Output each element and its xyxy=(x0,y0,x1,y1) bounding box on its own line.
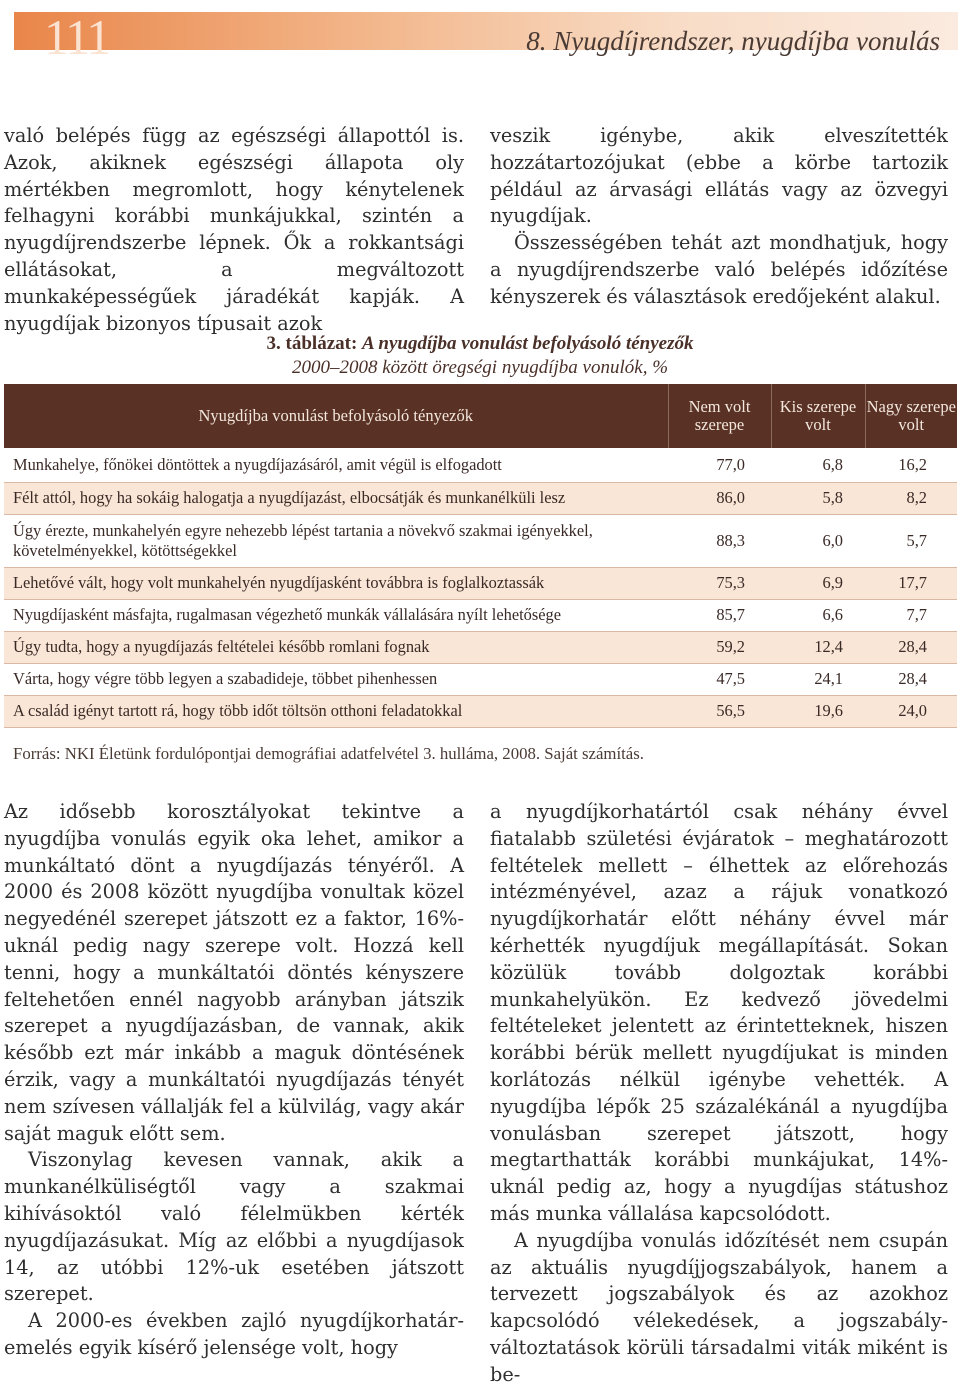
cell-value: 56,5 xyxy=(668,695,771,727)
cell-value: 7,7 xyxy=(865,599,957,631)
cell-value: 6,9 xyxy=(771,567,865,599)
column-header-no-role: Nem volt szerepe xyxy=(668,384,771,448)
cell-value: 17,7 xyxy=(865,567,957,599)
paragraph: Viszonylag kevesen vannak, akik a munkanélküliségtől vagy a szakmai kihívásoktól való félelmükben kérték nyugdíjazásukat. Míg az előbbi a nyugdíjasok 14, az utóbbi 12%-uk esetében játszott szerepet. xyxy=(4,1148,464,1306)
table-row xyxy=(4,631,957,663)
table-row xyxy=(4,567,957,599)
cell-value: 8,2 xyxy=(865,482,957,514)
table-source-note: Forrás: NKI Életünk fordulópontjai demográfiai adatfelvétel 3. hulláma, 2008. Saját számítás. xyxy=(13,744,644,763)
cell-value: 28,4 xyxy=(865,663,957,695)
cell-value: 47,5 xyxy=(668,663,771,695)
table-caption xyxy=(0,332,960,356)
row-label: Munkahelye, főnökei döntöttek a nyugdíjazásáról, amit végül is elfogadott xyxy=(4,448,668,482)
cell-value: 6,6 xyxy=(771,599,865,631)
cell-value: 16,2 xyxy=(865,448,957,482)
table-caption-subtitle: 2000–2008 között öregségi nyugdíjba vonulók, % xyxy=(291,357,669,378)
cell-value: 77,0 xyxy=(668,448,771,482)
column-header-small-role: Kis szerepe volt xyxy=(771,384,865,448)
table-row xyxy=(4,448,957,482)
table-header-row xyxy=(4,384,957,448)
table-row xyxy=(4,695,957,727)
chapter-title: 8. Nyugdíjrendszer, nyugdíjba vonulás xyxy=(526,26,940,56)
row-label: A család igényt tartott rá, hogy több időt töltsön otthoni feladatokkal xyxy=(4,695,668,727)
cell-value: 5,8 xyxy=(771,482,865,514)
table-row xyxy=(4,482,957,514)
cell-value: 86,0 xyxy=(668,482,771,514)
paragraph: A 2000-es években zajló nyugdíjkorhatár-emelés egyik kísérő jelensége volt, hogy xyxy=(4,1309,464,1359)
table-caption-label: 3. táblázat: xyxy=(266,333,358,354)
table-row xyxy=(4,514,957,567)
paragraph: Az idősebb korosztályokat tekintve a nyugdíjba vonulás egyik oka lehet, amikor a munkáltató dönt a nyugdíjazás tényéről. A 2000 és 2008 között nyugdíjba vonultak közel negyedénél szerepet játszott ez a faktor, 16%-uknál pedig nagy szerepe volt. Hozzá kell tenni, hogy a munkáltatói döntés kényszere feltehetően ennél nagyobb arányban játszik szerepet a nyugdíjazásban, de vannak, akik később ezt már inkább a maguk döntésének érzik, vagy a munkáltatói nyugdíjazás tényét nem szívesen vállalják fel a külvilág, vagy akár saját maguk előtt sem. xyxy=(4,800,464,1145)
cell-value: 6,0 xyxy=(771,514,865,567)
paragraph: való belépés függ az egészségi állapottól is. Azok, akiknek egészségi állapota oly mértékben megromlott, hogy kénytelenek felhagyni korábbi munkájukkal, szintén a nyugdíjrendszerbe lépnek. Ők a rokkantsági ellátásokat, a megváltozott munkaképességűek járadékát kapják. A nyugdíjak bizonyos típusait azok xyxy=(4,124,464,335)
cell-value: 5,7 xyxy=(865,514,957,567)
cell-value: 59,2 xyxy=(668,631,771,663)
cell-value: 75,3 xyxy=(668,567,771,599)
cell-value: 88,3 xyxy=(668,514,771,567)
row-label: Lehetővé vált, hogy volt munkahelyén nyugdíjasként továbbra is foglalkoztassák xyxy=(4,567,668,599)
column-header-factor: Nyugdíjba vonulást befolyásoló tényezők xyxy=(4,384,668,448)
paragraph: a nyugdíjkorhatártól csak néhány évvel fiatalabb születési évjáratok – meghatározott feltételek mellett – élhettek az előrehozás intézményével, azaz a rájuk vonatkozó nyugdíjkorhatár előtt néhány évvel már kérhették nyugdíjuk megállapítását. Sokan közülük tovább dolgoztak korábbi munkahelyükön. Ez kedvező jövedelmi feltételeket jelentett az érintetteknek, hiszen korábbi bérük mellett nyugdíjukat is minden korlátozás nélkül igénybe vehették. A nyugdíjba lépők 25 százalékánál a nyugdíjba vonulásban szerepet játszott, hogy megtarthatták korábbi munkájukat, 14%-uknál pedig az, hogy a nyugdíjas státushoz más munka vállalása kapcsolódott. xyxy=(490,800,948,1225)
page-number: 111 xyxy=(44,9,110,65)
cell-value: 12,4 xyxy=(771,631,865,663)
row-label: Várta, hogy végre több legyen a szabadideje, többet pihenhessen xyxy=(4,663,668,695)
row-label: Úgy tudta, hogy a nyugdíjazás feltételei később romlani fognak xyxy=(4,631,668,663)
cell-value: 24,0 xyxy=(865,695,957,727)
paragraph: A nyugdíjba vonulás időzítését nem csupán az aktuális nyugdíjjogszabályok, hanem a tervezett jogszabályok és az azokhoz kapcsolódó vélekedések, a jogszabály-változtatások körüli társadalmi viták miként is be- xyxy=(490,1228,948,1386)
body-column-bottom-right xyxy=(490,799,948,1389)
cell-value: 6,8 xyxy=(771,448,865,482)
factors-table xyxy=(4,384,957,728)
cell-value: 85,7 xyxy=(668,599,771,631)
paragraph: Összességében tehát azt mondhatjuk, hogy a nyugdíjrendszerbe való belépés időzítése kényszerek és választások eredőjeként alakul. xyxy=(490,231,948,308)
body-column-top-left xyxy=(4,123,464,337)
row-label: Úgy érezte, munkahelyén egyre nehezebb lépést tartania a növekvő szakmai igényekkel, követelményekkel, kötöttségekkel xyxy=(4,514,668,567)
table-row xyxy=(4,599,957,631)
row-label: Nyugdíjasként másfajta, rugalmasan végezhető munkák vállalására nyílt lehetősége xyxy=(4,599,668,631)
body-column-bottom-left xyxy=(4,799,464,1362)
body-column-top-right xyxy=(490,123,948,311)
table-caption-title: A nyugdíjba vonulást befolyásoló tényezők xyxy=(362,333,694,354)
paragraph: veszik igénybe, akik elveszítették hozzátartozójukat (ebbe a körbe tartozik például az árvasági ellátás vagy az özvegyi nyugdíjak. xyxy=(490,124,948,228)
column-header-large-role: Nagy szerepe volt xyxy=(865,384,957,448)
table-row xyxy=(4,663,957,695)
row-label: Félt attól, hogy ha sokáig halogatja a nyugdíjazást, elbocsátják és munkanélküli lesz xyxy=(4,482,668,514)
cell-value: 24,1 xyxy=(771,663,865,695)
cell-value: 28,4 xyxy=(865,631,957,663)
chapter-header-band xyxy=(14,9,958,65)
cell-value: 19,6 xyxy=(771,695,865,727)
